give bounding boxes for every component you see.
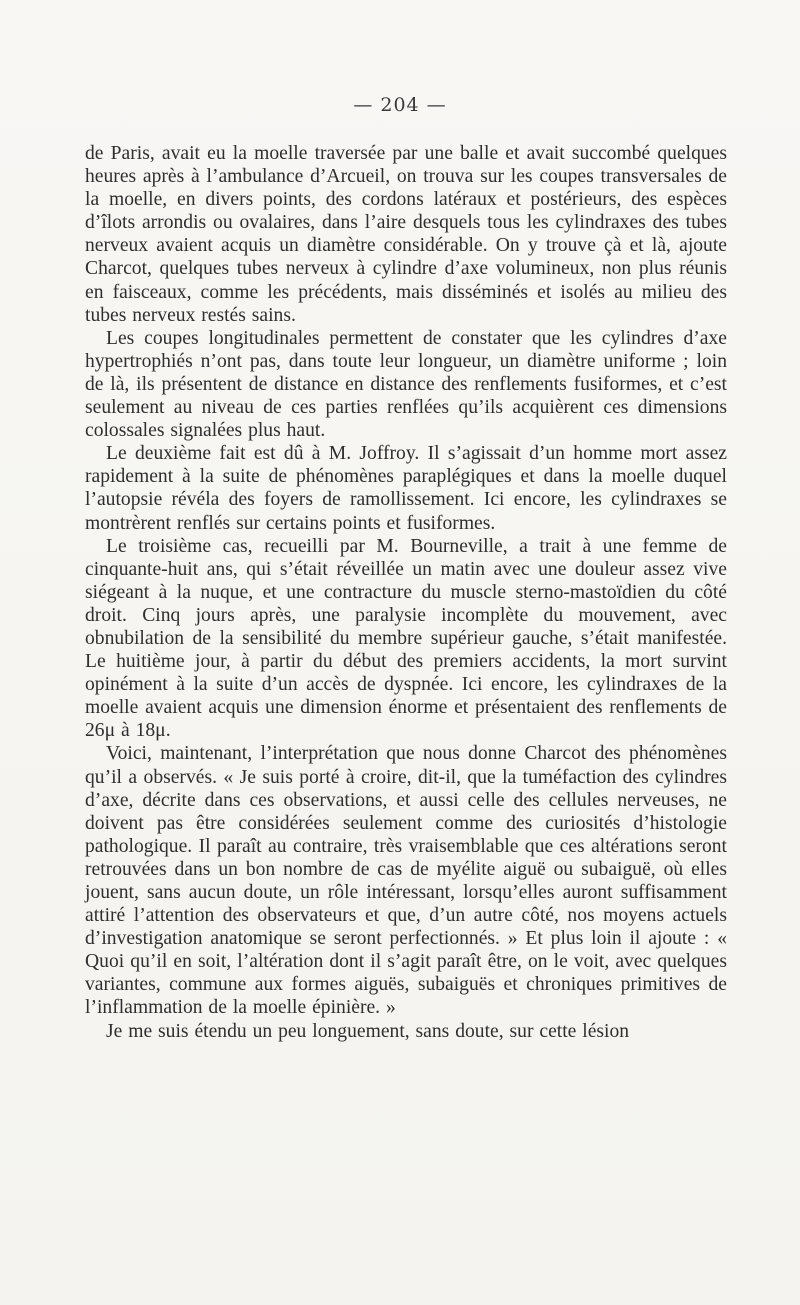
paragraph: Voici, maintenant, l’interprétation que nous donne Charcot des phénomènes qu’il a observés. « Je suis porté à croire, dit-il, que la tuméfaction des cylindres d’axe, décrite dans ces observations, et aussi celle des cellules nerveuses, ne doivent pas être considérées seulement comme des curiosités d’histologie pathologique. Il paraît au contraire, très vraisemblable que ces altérations seront retrouvées dans un bon nombre de cas de myélite aiguë ou subaiguë, où elles jouent, sans aucun doute, un rôle intéressant, lorsqu’elles auront suffisamment attiré l’attention des observateurs et que, d’un autre côté, nos moyens actuels d’investigation anatomique se seront perfectionnés. » Et plus loin il ajoute : « Quoi qu’il en soit, l’altération dont il s’agit paraît être, on le voit, avec quelques variantes, commune aux formes aiguës, subaiguës et chroniques primitives de l’inflammation de la moelle épinière. »: [85, 743, 727, 1019]
paragraph: Le troisième cas, recueilli par M. Bourneville, a trait à une femme de cinquante-huit ans, qui s’était réveillée un matin avec une douleur assez vive siégeant à la nuque, et une contracture du muscle sterno-mastoïdien du côté droit. Cinq jours après, une paralysie incomplète du mouvement, avec obnubilation de la sensibilité du membre supérieur gauche, s’était manifestée. Le huitième jour, à partir du début des premiers accidents, la mort survint opinément à la suite d’un accès de dyspnée. Ici encore, les cylindraxes de la moelle avaient acquis une dimension énorme et présentaient des renflements de 26μ à 18μ.: [85, 535, 727, 742]
paragraph: Le deuxième fait est dû à M. Joffroy. Il s’agissait d’un homme mort assez rapidement à la suite de phénomènes paraplégiques et dans la moelle duquel l’autopsie révéla des foyers de ramollissement. Ici encore, les cylindraxes se montrèrent renflés sur certains points et fusiformes.: [85, 443, 727, 534]
body-text: [85, 142, 727, 1043]
paragraph: Les coupes longitudinales permettent de constater que les cylindres d’axe hypertrophiés n’ont pas, dans toute leur longueur, un diamètre uniforme ; loin de là, ils présentent de distance en distance des renflements fusiformes, et c’est seulement au niveau de ces parties renflées qu’ils acquièrent ces dimensions colossales signalées plus haut.: [85, 327, 727, 442]
page-number: — 204 —: [353, 94, 447, 116]
paragraph: de Paris, avait eu la moelle traversée par une balle et avait succombé quelques heures après à l’ambulance d’Arcueil, on trouva sur les coupes transversales de la moelle, en divers points, des cordons latéraux et postérieurs, des espèces d’îlots arrondis ou ovalaires, dans l’aire desquels tous les cylindraxes des tubes nerveux avaient acquis un diamètre considérable. On y trouve çà et là, ajoute Charcot, quelques tubes nerveux à cylindre d’axe volumineux, non plus réunis en faisceaux, comme les précédents, mais disséminés et isolés au milieu des tubes nerveux restés sains.: [85, 143, 727, 326]
paragraph: Je me suis étendu un peu longuement, sans doute, sur cette lésion: [106, 1020, 630, 1042]
